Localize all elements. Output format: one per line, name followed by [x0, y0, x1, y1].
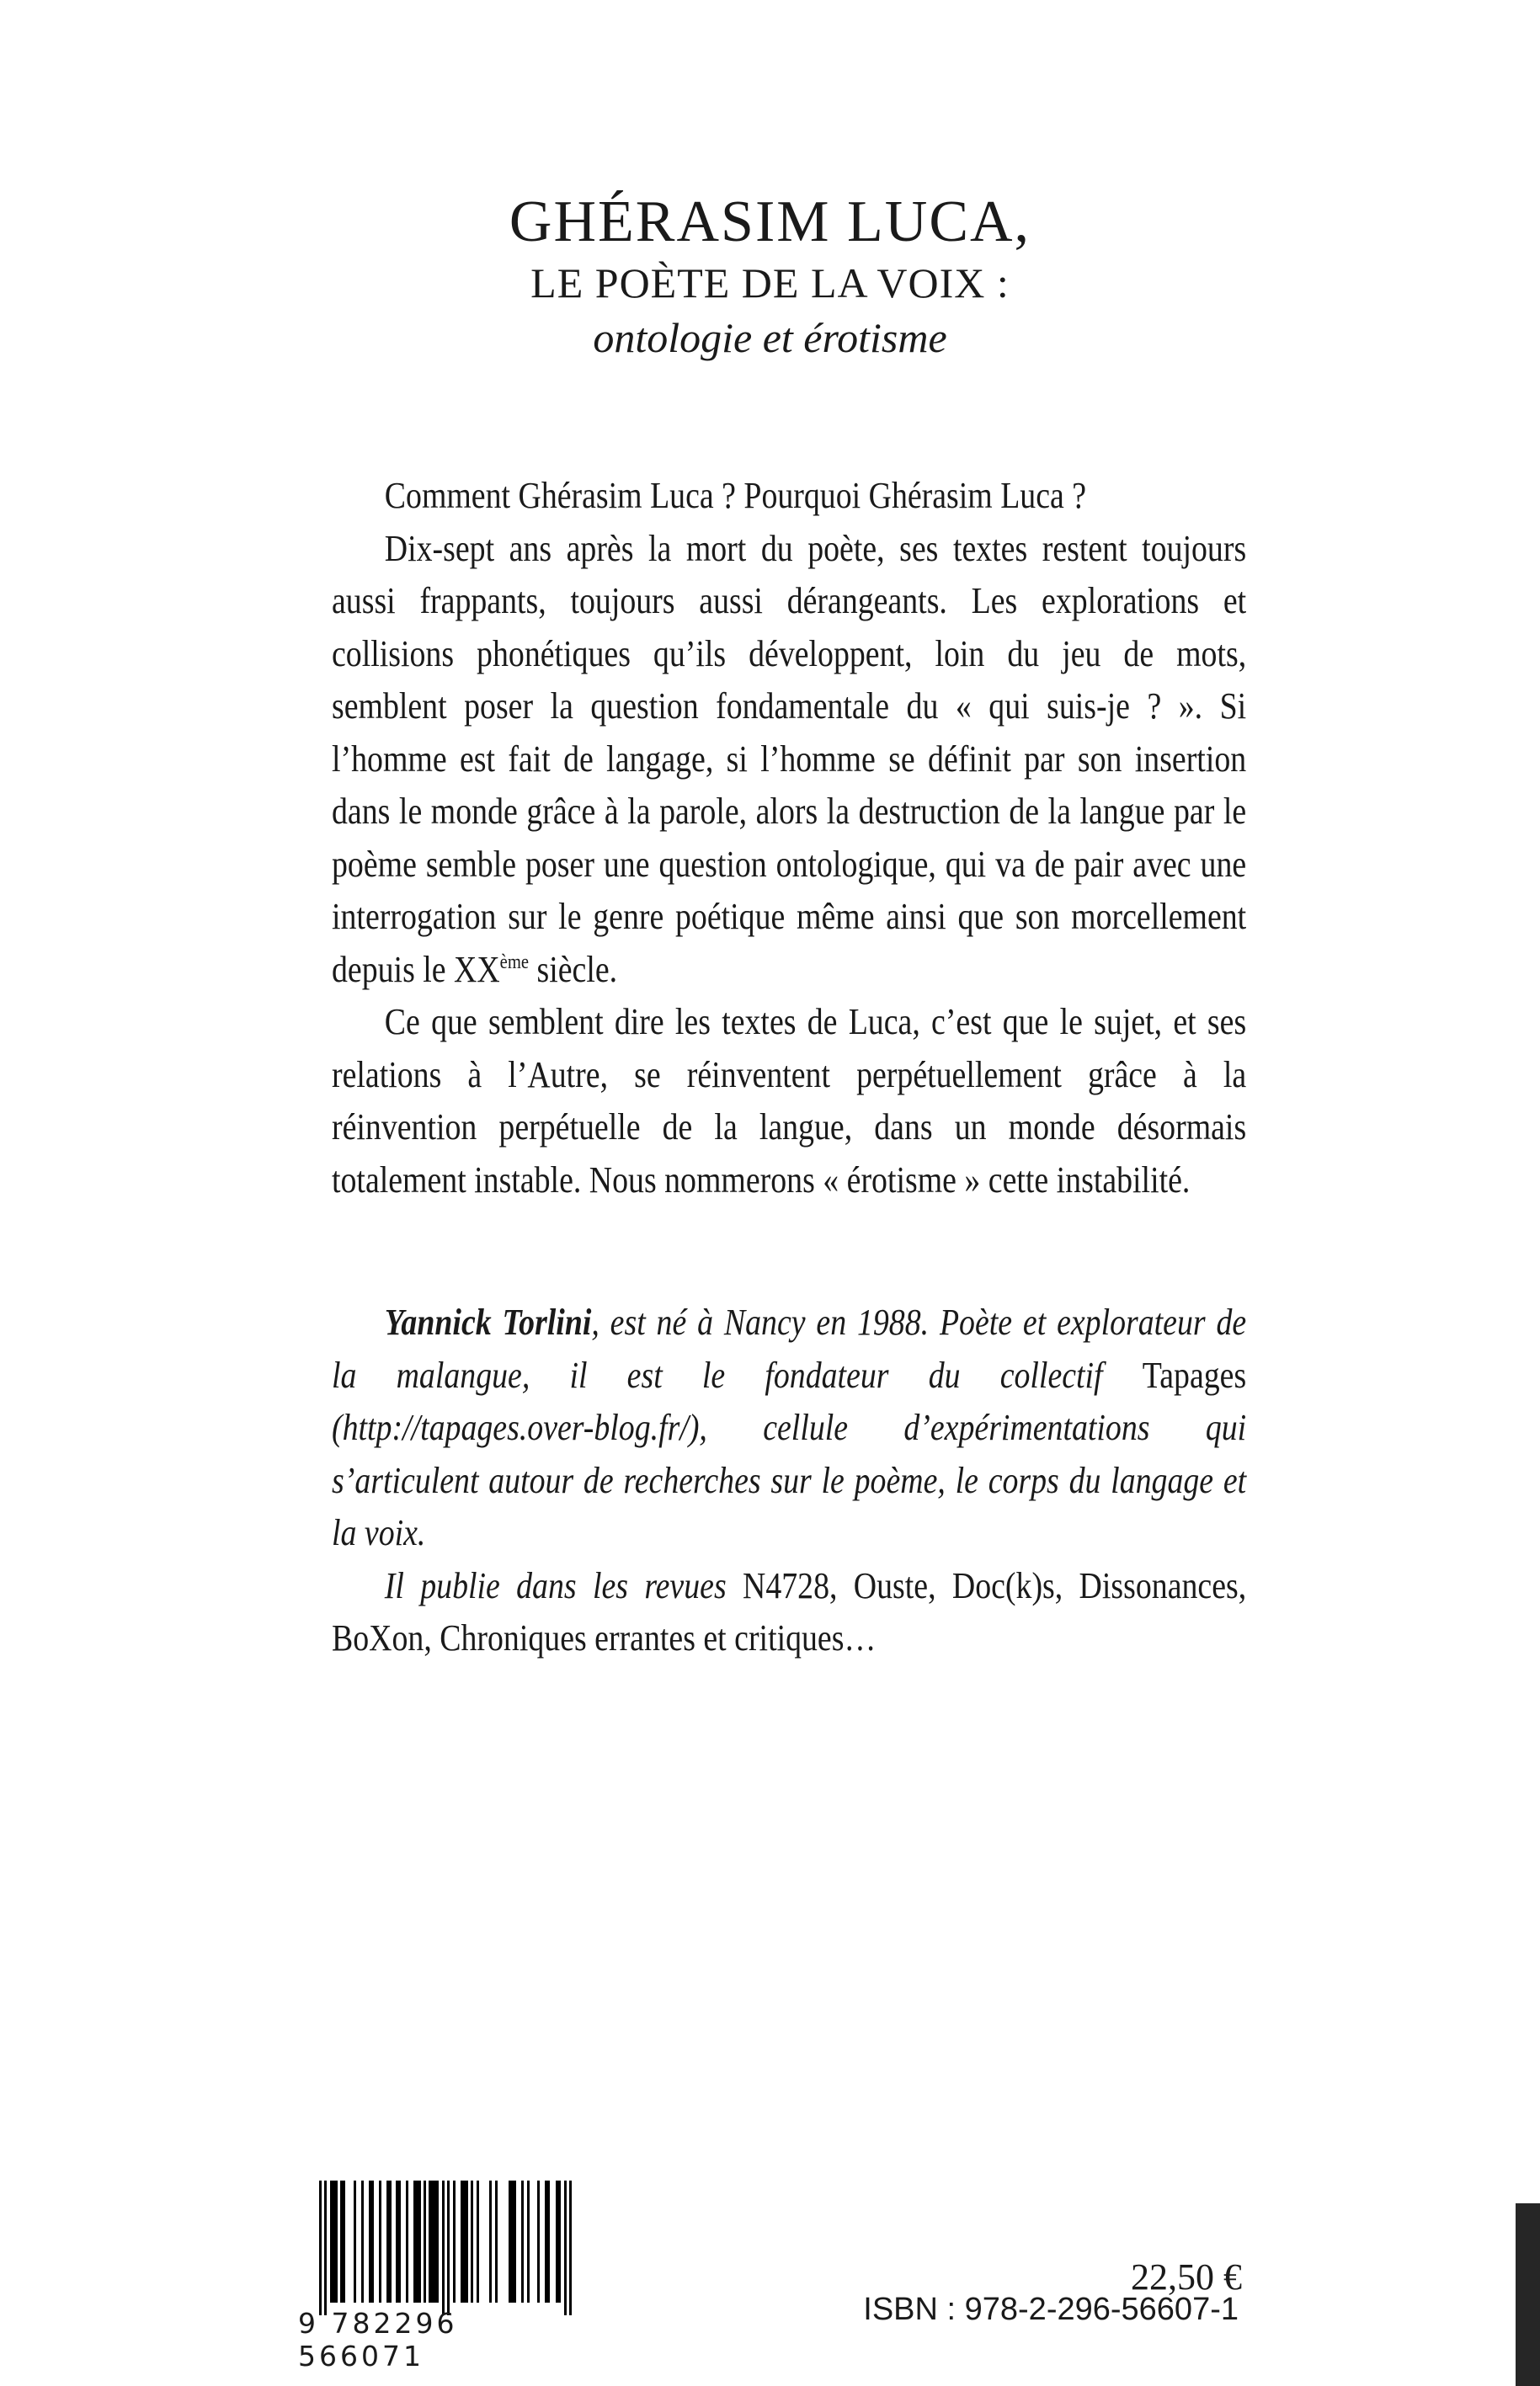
spine-edge-bar [1516, 2203, 1540, 2386]
author-bio [332, 1297, 1246, 1665]
barcode-digits: 9 782296 566071 [298, 2307, 458, 2373]
book-title-line2: LE POÈTE DE LA VOIX : [530, 259, 1010, 306]
price: 22,50 € [1131, 2256, 1242, 2298]
author-bio-paragraph-1: Yannick Torlini, est né à Nancy en 1988. Poète et explorateur de la malangue, il est le fondateur du collectif Tapages (http://tapages.over-blog.fr/), cellule d’expérimentations qui s’articulent autour de recherches sur le poème, le corps du langage et la voix. [332, 1302, 1247, 1553]
book-subtitle: ontologie et érotisme [593, 314, 947, 361]
author-bio-paragraph-2: Il publie dans les revues N4728, Ouste, Doc(k)s, Dissonances, BoXon, Chroniques errantes et critiques… [332, 1564, 1247, 1659]
book-title: GHÉRASIM LUCA, [509, 189, 1031, 254]
summary-paragraph-3: Ce que semblent dire les textes de Luca, c’est que le sujet, et ses relations à l’Autre, se réinventent perpétuellement grâce à la réinvention perpétuelle de la langue, dans un monde désormais totalement instable. Nous nommerons « érotisme » cette instabilité. [332, 1001, 1247, 1201]
summary-paragraph-1: Comment Ghérasim Luca ? Pourquoi Ghérasim Luca ? [384, 475, 1087, 516]
author-name: Yannick Torlini [384, 1302, 592, 1343]
isbn: ISBN : 978-2-296-56607-1 [863, 2292, 1239, 2327]
cover-title-block [0, 189, 1540, 365]
summary-text [332, 470, 1246, 1206]
barcode-icon [312, 2176, 581, 2324]
summary-paragraph-2: Dix-sept ans après la mort du poète, ses textes restent toujours aussi frappants, toujours aussi dérangeants. Les explorations et collisions phonétiques qu’ils développent, loin du jeu de mots, semblent poser la question fondamentale du « qui suis-je ? ». Si l’homme est fait de langage, si l’homme se définit par son insertion dans le monde grâce à la parole, alors la destruction de la langue par le poème semble poser une question ontologique, qui va de pair avec une interrogation sur le genre poétique même ainsi que son morcellement depuis le XXème siècle. [332, 527, 1247, 990]
